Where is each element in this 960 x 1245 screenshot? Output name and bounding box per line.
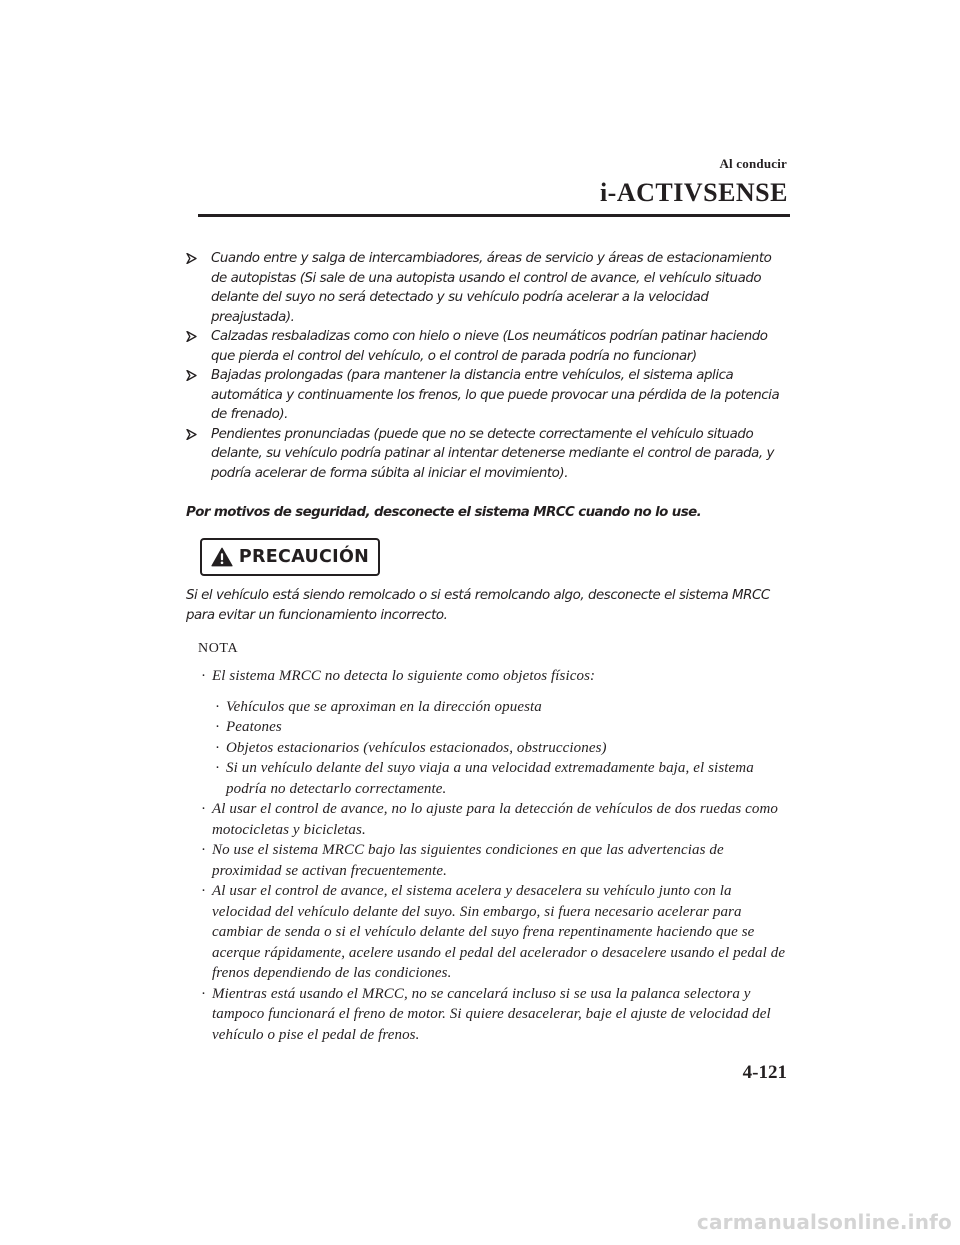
header-rule — [198, 214, 790, 217]
note-item — [200, 881, 790, 984]
condition-item — [186, 425, 790, 484]
bullet-dot-icon: · — [201, 842, 207, 858]
note-intro: El sistema MRCC no detecta lo siguiente como objetos físicos: — [212, 668, 596, 684]
condition-text: Cuando entre y salga de intercambiadores, áreas de servicio y áreas de estacionamiento de autopistas (Si sale de una autopista usando el control de avance, el vehículo situado delante del suyo no será detectado y su vehículo podría acelerar a la velocidad preajustada). — [211, 251, 772, 325]
safety-note: Por motivos de seguridad, desconecte el sistema MRCC cuando no lo use. — [186, 505, 702, 520]
bullet-dot-icon: · — [201, 985, 207, 1002]
chapter-title: i-ACTIVSENSE — [599, 178, 788, 207]
note-sub-text: Peatones — [226, 719, 282, 735]
note-sub-item — [214, 717, 790, 738]
note-sub-item — [214, 758, 790, 799]
note-sub-item — [214, 697, 790, 718]
caution-title: PRECAUCIÓN — [238, 547, 370, 567]
note-sublist-container — [200, 697, 790, 800]
condition-item — [186, 249, 790, 327]
note-text: Mientras está usando el MRCC, no se cancelará incluso si se usa la palanca selectora y tampoco funcionará el freno de motor. Si quiere desacelerar, baje el ajuste de velocidad del vehículo o pise el pedal de frenos. — [212, 985, 771, 1043]
condition-item — [186, 366, 790, 425]
condition-text: Calzadas resbaladizas como con hielo o nieve (Los neumáticos podrían patinar haciendo que pierda el control del vehículo, o el control de parada podría no funcionar) — [211, 329, 768, 364]
note-sub-text: Si un vehículo delante del suyo viaja a una velocidad extremadamente baja, el sistema podría no detectarlo correctamente. — [226, 760, 754, 797]
condition-item — [186, 327, 790, 366]
watermark: carmanualsonline.info — [696, 1210, 952, 1234]
page-number: 4-121 — [742, 1062, 787, 1083]
bullet-dot-icon: · — [215, 698, 221, 715]
note-item — [200, 799, 790, 840]
note-text: Al usar el control de avance, el sistema acelera y desacelera su vehículo junto con la velocidad del vehículo delante del suyo. Sin embargo, si fuera necesario acelerar para cambiar de senda o si el vehículo delante del suyo frena repentinamente haciendo que se acerque rápidamente, acelere usando el pedal del acelerador o desacelere usando el pedal de frenos dependiendo de las condiciones. — [212, 883, 786, 981]
note-sub-text: Objetos estacionarios (vehículos estacionados, obstrucciones) — [226, 739, 607, 756]
condition-text: Pendientes pronunciadas (puede que no se detecte correctamente el vehículo situado delante, su vehículo podría patinar al intentar detenerse mediante el control de parada, y podría acelerar de forma súbita al iniciar el movimiento). — [211, 426, 774, 481]
section-label: Al conducir — [719, 156, 787, 171]
bullet-dot-icon: · — [215, 739, 221, 756]
note-list — [200, 666, 790, 1045]
warning-triangle-icon — [211, 547, 233, 567]
caution-box — [200, 538, 380, 576]
note-item — [200, 666, 790, 687]
bullet-dot-icon: · — [215, 719, 221, 735]
nota-label: NOTA — [198, 641, 239, 656]
arrow-bullet-icon — [186, 429, 197, 440]
bullet-dot-icon: · — [201, 883, 207, 899]
note-sub-list — [214, 697, 790, 800]
bullet-dot-icon: · — [215, 760, 221, 776]
note-text: No use el sistema MRCC bajo las siguientes condiciones en que las advertencias de proximidad se activan frecuentemente. — [212, 842, 724, 879]
note-sub-text: Vehículos que se aproximan en la dirección opuesta — [226, 698, 542, 715]
note-text: Al usar el control de avance, no lo ajuste para la detección de vehículos de dos ruedas como motocicletas y bicicletas. — [212, 801, 779, 838]
bullet-dot-icon: · — [201, 801, 207, 817]
arrow-bullet-icon — [186, 253, 197, 264]
arrow-bullet-icon — [186, 370, 197, 381]
caution-text: Si el vehículo está siendo remolcado o si está remolcando algo, desconecte el sistema MRCC para evitar un funcionamiento incorrecto. — [186, 588, 770, 623]
note-item — [200, 840, 790, 881]
arrow-bullet-icon — [186, 331, 197, 342]
note-item — [200, 984, 790, 1046]
bullet-dot-icon: · — [201, 668, 207, 684]
conditions-list — [186, 249, 790, 483]
condition-text: Bajadas prolongadas (para mantener la distancia entre vehículos, el sistema aplica automática y continuamente los frenos, lo que puede provocar una pérdida de la potencia de frenado). — [211, 368, 780, 422]
note-sub-item — [214, 738, 790, 759]
